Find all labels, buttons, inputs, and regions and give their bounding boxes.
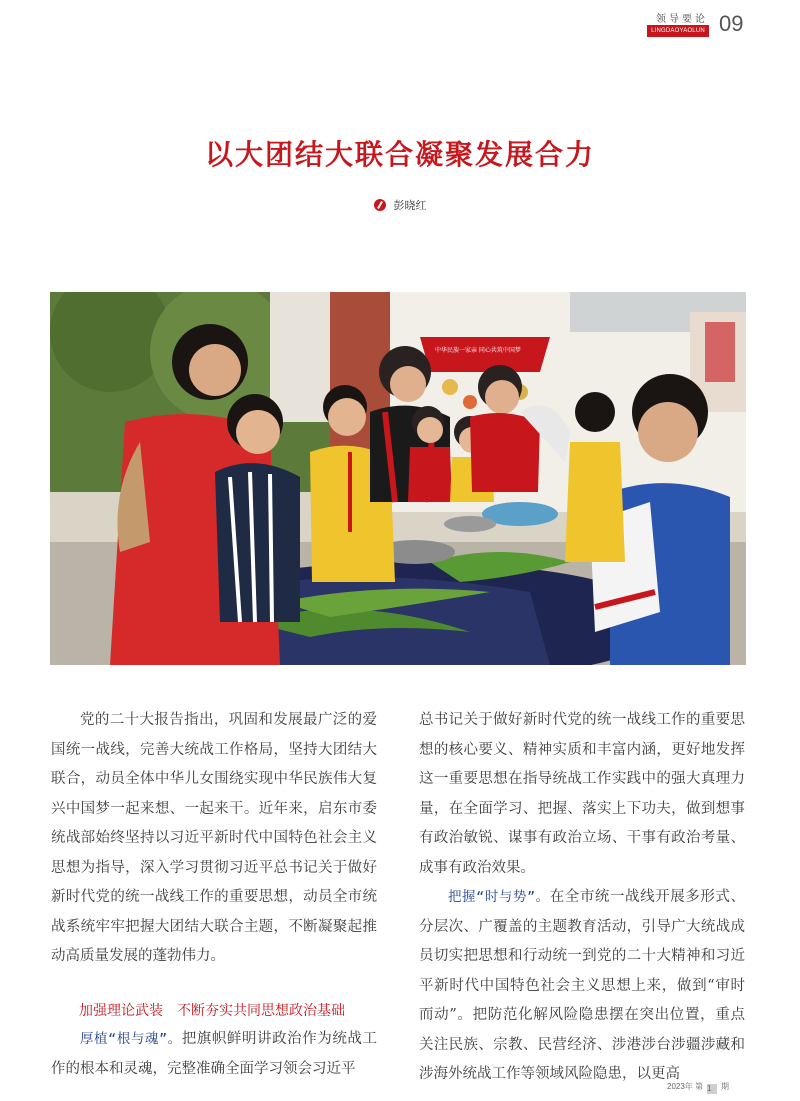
- lead-phrase-time-trend: 把握“时与势”。: [448, 889, 550, 905]
- paragraph-intro: 党的二十大报告指出，巩固和发展最广泛的爱国统一战线，完善大统战工作格局，坚持大团结大联合，动员全体中华儿女围绕实现中华民族伟大复兴中国梦一起来想、一起来干。近年来，启东市委统战部始终坚持以习近平新时代中国特色社会主义思想为指导，深入学习贯彻习近平总书记关于做好新时代党的统一战线工作的重要思想，动员全市统战系统牢牢把握大团结大联合主题，不断凝聚起推动高质量发展的蓬勃伟力。: [51, 712, 377, 964]
- paragraph-root-soul-text: 把旗帜鲜明讲政治作为统战工作的根本和灵魂，完整准确全面学习领会习近平: [51, 1031, 377, 1077]
- author-name: 彭晓红: [393, 200, 427, 212]
- paragraph-root-soul: [51, 1025, 377, 1084]
- page-number: 09: [719, 11, 744, 36]
- footer-year: 2023年: [667, 1082, 693, 1091]
- article-title: 以大团结大联合凝聚发展合力: [204, 138, 595, 171]
- pen-icon: [374, 199, 386, 211]
- issue-footer: [667, 1081, 729, 1094]
- body-column-left: [51, 706, 377, 1084]
- photo-illustration: [50, 292, 746, 665]
- section-name: 领导要论: [656, 14, 708, 25]
- footer-issue-prefix: 第: [695, 1082, 704, 1091]
- paragraph-time-trend-text: 在全市统一战线开展多形式、分层次、广覆盖的主题教育活动，引导广大统战成员切实把思想和行动统一到党的二十大精神和习近平新时代中国特色社会主义思想上来，做到“审时而动”。把防范化解风险隐患摆在突出位置，重点关注民族、宗教、民营经济、涉港涉台涉疆涉藏和涉海外统战工作等领域风险隐患，以更高: [419, 889, 745, 1082]
- section-pinyin: LINGDAOYAOLUN: [647, 25, 709, 37]
- paragraph-time-trend: [419, 883, 745, 1090]
- body-column-right: [419, 706, 745, 1090]
- footer-issue-suffix: 期: [721, 1082, 730, 1091]
- footer-issue-number: 1: [707, 1084, 717, 1094]
- banner-text: 中华民族一家亲 同心共筑中国梦: [435, 347, 521, 354]
- author-byline: [0, 197, 800, 213]
- section-subheading: 加强理论武装 不断夯实共同思想政治基础: [79, 1001, 345, 1018]
- paragraph-continuation: 总书记关于做好新时代党的统一战线工作的重要思想的核心要义、精神实质和丰富内涵，更好地发挥这一重要思想在指导统战工作实践中的强大真理力量，在全面学习、把握、落实上下功夫，做到想事有政治敏锐、谋事有政治立场、干事有政治考量、成事有政治效果。: [419, 712, 745, 876]
- lead-phrase-root-soul: 厚植“根与魂”。: [80, 1031, 182, 1047]
- article-photo: [50, 292, 746, 665]
- section-header: [647, 8, 767, 40]
